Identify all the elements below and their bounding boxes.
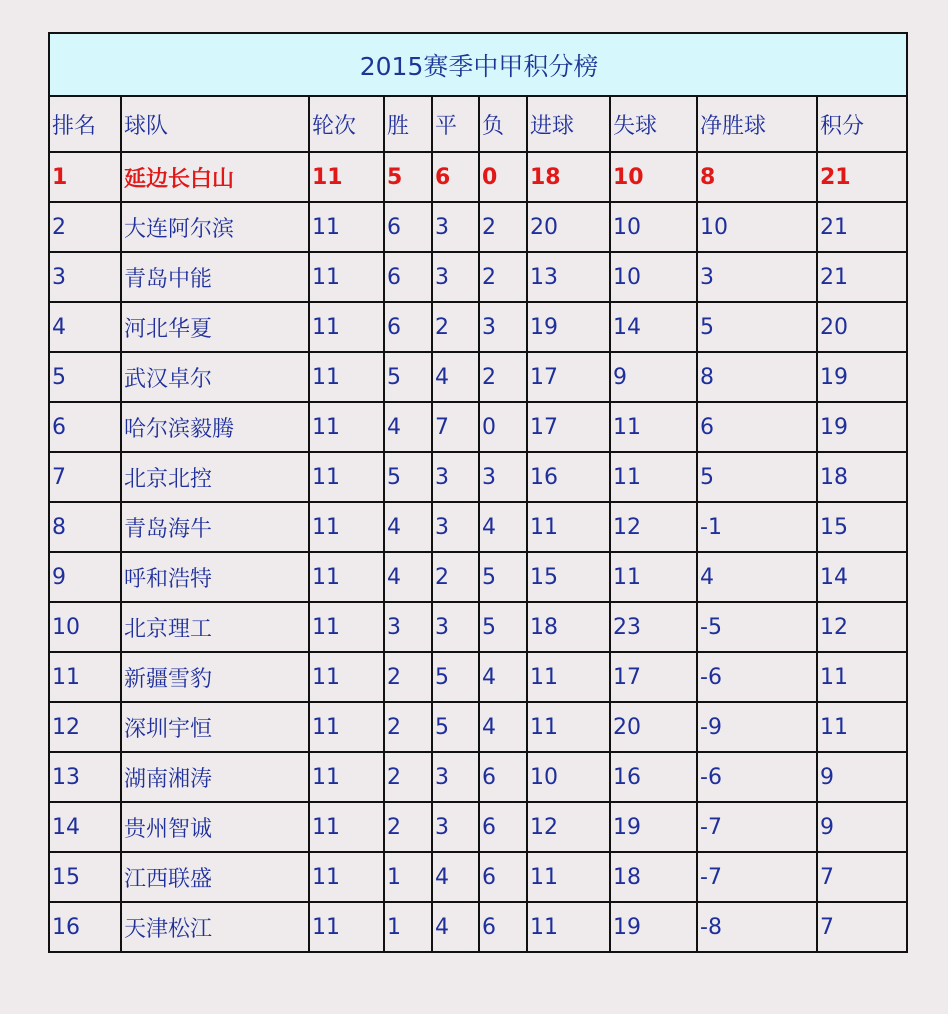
cell-goals-for: 11	[527, 702, 610, 752]
cell-goal-difference: 10	[697, 202, 817, 252]
cell-losses: 4	[479, 652, 527, 702]
cell-rank: 9	[49, 552, 121, 602]
cell-goal-difference: 8	[697, 152, 817, 202]
cell-draws: 3	[432, 252, 479, 302]
column-header-points: 积分	[817, 96, 907, 152]
cell-draws: 5	[432, 652, 479, 702]
cell-draws: 7	[432, 402, 479, 452]
cell-losses: 6	[479, 852, 527, 902]
table-row	[49, 302, 907, 352]
table-title: 2015赛季中甲积分榜	[49, 33, 907, 96]
cell-goals-against: 19	[610, 802, 697, 852]
cell-draws: 3	[432, 802, 479, 852]
cell-goals-against: 11	[610, 402, 697, 452]
cell-goals-against: 16	[610, 752, 697, 802]
cell-goals-against: 20	[610, 702, 697, 752]
cell-rank: 11	[49, 652, 121, 702]
cell-losses: 2	[479, 202, 527, 252]
cell-draws: 3	[432, 202, 479, 252]
cell-rounds: 11	[309, 552, 384, 602]
cell-goals-against: 10	[610, 202, 697, 252]
cell-rank: 14	[49, 802, 121, 852]
table-row	[49, 202, 907, 252]
cell-draws: 6	[432, 152, 479, 202]
cell-wins: 4	[384, 402, 432, 452]
cell-points: 14	[817, 552, 907, 602]
cell-rank: 10	[49, 602, 121, 652]
table-row	[49, 852, 907, 902]
cell-draws: 4	[432, 852, 479, 902]
cell-rounds: 11	[309, 252, 384, 302]
table-row	[49, 152, 907, 202]
cell-rank: 3	[49, 252, 121, 302]
cell-losses: 6	[479, 752, 527, 802]
cell-goals-for: 19	[527, 302, 610, 352]
cell-goal-difference: -7	[697, 852, 817, 902]
cell-goal-difference: 5	[697, 452, 817, 502]
table-row	[49, 552, 907, 602]
cell-goals-against: 19	[610, 902, 697, 952]
cell-goals-against: 11	[610, 452, 697, 502]
cell-goals-for: 11	[527, 652, 610, 702]
cell-wins: 2	[384, 702, 432, 752]
cell-team: 深圳宇恒	[121, 702, 309, 752]
cell-goals-against: 23	[610, 602, 697, 652]
cell-goal-difference: 6	[697, 402, 817, 452]
cell-wins: 2	[384, 752, 432, 802]
cell-goals-for: 17	[527, 352, 610, 402]
cell-goals-for: 16	[527, 452, 610, 502]
cell-goals-for: 12	[527, 802, 610, 852]
table-row	[49, 652, 907, 702]
cell-goals-against: 10	[610, 152, 697, 202]
cell-rounds: 11	[309, 852, 384, 902]
column-header-rounds: 轮次	[309, 96, 384, 152]
cell-rank: 5	[49, 352, 121, 402]
cell-goals-against: 14	[610, 302, 697, 352]
cell-wins: 2	[384, 802, 432, 852]
cell-losses: 2	[479, 252, 527, 302]
cell-rounds: 11	[309, 602, 384, 652]
cell-goal-difference: 3	[697, 252, 817, 302]
cell-wins: 5	[384, 452, 432, 502]
table-row	[49, 902, 907, 952]
cell-goals-against: 10	[610, 252, 697, 302]
cell-draws: 5	[432, 702, 479, 752]
cell-rounds: 11	[309, 802, 384, 852]
cell-points: 9	[817, 752, 907, 802]
cell-points: 18	[817, 452, 907, 502]
cell-losses: 4	[479, 702, 527, 752]
cell-losses: 0	[479, 152, 527, 202]
cell-goals-for: 11	[527, 902, 610, 952]
cell-points: 19	[817, 352, 907, 402]
cell-rounds: 11	[309, 752, 384, 802]
cell-points: 21	[817, 202, 907, 252]
cell-losses: 5	[479, 552, 527, 602]
cell-wins: 6	[384, 252, 432, 302]
table-row	[49, 452, 907, 502]
cell-goals-against: 9	[610, 352, 697, 402]
cell-goal-difference: -1	[697, 502, 817, 552]
title-row	[49, 33, 907, 96]
cell-points: 7	[817, 852, 907, 902]
cell-goal-difference: 4	[697, 552, 817, 602]
cell-draws: 3	[432, 452, 479, 502]
cell-wins: 5	[384, 352, 432, 402]
cell-points: 15	[817, 502, 907, 552]
cell-losses: 6	[479, 802, 527, 852]
cell-team: 江西联盛	[121, 852, 309, 902]
cell-points: 21	[817, 252, 907, 302]
cell-draws: 3	[432, 602, 479, 652]
cell-goal-difference: 8	[697, 352, 817, 402]
cell-wins: 3	[384, 602, 432, 652]
column-header-goals-for: 进球	[527, 96, 610, 152]
cell-goal-difference: -7	[697, 802, 817, 852]
cell-team: 大连阿尔滨	[121, 202, 309, 252]
table-row	[49, 402, 907, 452]
cell-rank: 6	[49, 402, 121, 452]
cell-goals-for: 20	[527, 202, 610, 252]
cell-goals-for: 18	[527, 152, 610, 202]
cell-team: 湖南湘涛	[121, 752, 309, 802]
cell-goals-against: 17	[610, 652, 697, 702]
cell-goals-for: 15	[527, 552, 610, 602]
cell-rounds: 11	[309, 902, 384, 952]
cell-goal-difference: 5	[697, 302, 817, 352]
cell-goal-difference: -6	[697, 652, 817, 702]
standings-table	[48, 32, 908, 953]
cell-team: 新疆雪豹	[121, 652, 309, 702]
cell-team: 北京理工	[121, 602, 309, 652]
column-header-rank: 排名	[49, 96, 121, 152]
cell-losses: 5	[479, 602, 527, 652]
cell-team: 天津松江	[121, 902, 309, 952]
cell-team: 哈尔滨毅腾	[121, 402, 309, 452]
cell-losses: 3	[479, 302, 527, 352]
table-row	[49, 602, 907, 652]
cell-rank: 13	[49, 752, 121, 802]
column-header-team: 球队	[121, 96, 309, 152]
cell-goal-difference: -9	[697, 702, 817, 752]
cell-goals-for: 11	[527, 852, 610, 902]
cell-losses: 0	[479, 402, 527, 452]
cell-points: 12	[817, 602, 907, 652]
cell-goals-against: 18	[610, 852, 697, 902]
cell-wins: 1	[384, 852, 432, 902]
cell-goals-against: 12	[610, 502, 697, 552]
cell-rounds: 11	[309, 302, 384, 352]
cell-rank: 12	[49, 702, 121, 752]
cell-rank: 1	[49, 152, 121, 202]
cell-goal-difference: -8	[697, 902, 817, 952]
cell-rank: 2	[49, 202, 121, 252]
cell-wins: 4	[384, 552, 432, 602]
cell-wins: 2	[384, 652, 432, 702]
cell-rank: 16	[49, 902, 121, 952]
cell-rounds: 11	[309, 502, 384, 552]
cell-goal-difference: -5	[697, 602, 817, 652]
table-row	[49, 252, 907, 302]
cell-team: 青岛海牛	[121, 502, 309, 552]
cell-rounds: 11	[309, 202, 384, 252]
cell-goals-for: 10	[527, 752, 610, 802]
cell-rounds: 11	[309, 452, 384, 502]
cell-team: 呼和浩特	[121, 552, 309, 602]
cell-goals-for: 13	[527, 252, 610, 302]
cell-team: 北京北控	[121, 452, 309, 502]
cell-wins: 5	[384, 152, 432, 202]
cell-draws: 4	[432, 352, 479, 402]
table-row	[49, 802, 907, 852]
header-row	[49, 96, 907, 152]
column-header-draws: 平	[432, 96, 479, 152]
cell-goal-difference: -6	[697, 752, 817, 802]
cell-rounds: 11	[309, 152, 384, 202]
cell-team: 青岛中能	[121, 252, 309, 302]
cell-losses: 2	[479, 352, 527, 402]
column-header-goal-difference: 净胜球	[697, 96, 817, 152]
cell-rank: 15	[49, 852, 121, 902]
cell-goals-for: 17	[527, 402, 610, 452]
cell-points: 21	[817, 152, 907, 202]
cell-goals-for: 11	[527, 502, 610, 552]
cell-wins: 6	[384, 302, 432, 352]
table-row	[49, 702, 907, 752]
cell-points: 9	[817, 802, 907, 852]
cell-rank: 7	[49, 452, 121, 502]
cell-wins: 4	[384, 502, 432, 552]
column-header-goals-against: 失球	[610, 96, 697, 152]
cell-goals-against: 11	[610, 552, 697, 602]
cell-points: 11	[817, 652, 907, 702]
cell-draws: 3	[432, 752, 479, 802]
cell-draws: 4	[432, 902, 479, 952]
cell-rounds: 11	[309, 652, 384, 702]
column-header-wins: 胜	[384, 96, 432, 152]
cell-losses: 6	[479, 902, 527, 952]
cell-points: 20	[817, 302, 907, 352]
cell-points: 7	[817, 902, 907, 952]
cell-points: 11	[817, 702, 907, 752]
cell-losses: 4	[479, 502, 527, 552]
cell-team: 武汉卓尔	[121, 352, 309, 402]
column-header-losses: 负	[479, 96, 527, 152]
cell-wins: 6	[384, 202, 432, 252]
cell-points: 19	[817, 402, 907, 452]
table-row	[49, 502, 907, 552]
cell-rank: 8	[49, 502, 121, 552]
cell-goals-for: 18	[527, 602, 610, 652]
cell-draws: 2	[432, 302, 479, 352]
cell-rounds: 11	[309, 702, 384, 752]
cell-team: 贵州智诚	[121, 802, 309, 852]
cell-team: 河北华夏	[121, 302, 309, 352]
cell-draws: 2	[432, 552, 479, 602]
cell-rounds: 11	[309, 352, 384, 402]
cell-wins: 1	[384, 902, 432, 952]
table-row	[49, 352, 907, 402]
cell-rounds: 11	[309, 402, 384, 452]
cell-team: 延边长白山	[121, 152, 309, 202]
cell-rank: 4	[49, 302, 121, 352]
table-row	[49, 752, 907, 802]
cell-draws: 3	[432, 502, 479, 552]
cell-losses: 3	[479, 452, 527, 502]
